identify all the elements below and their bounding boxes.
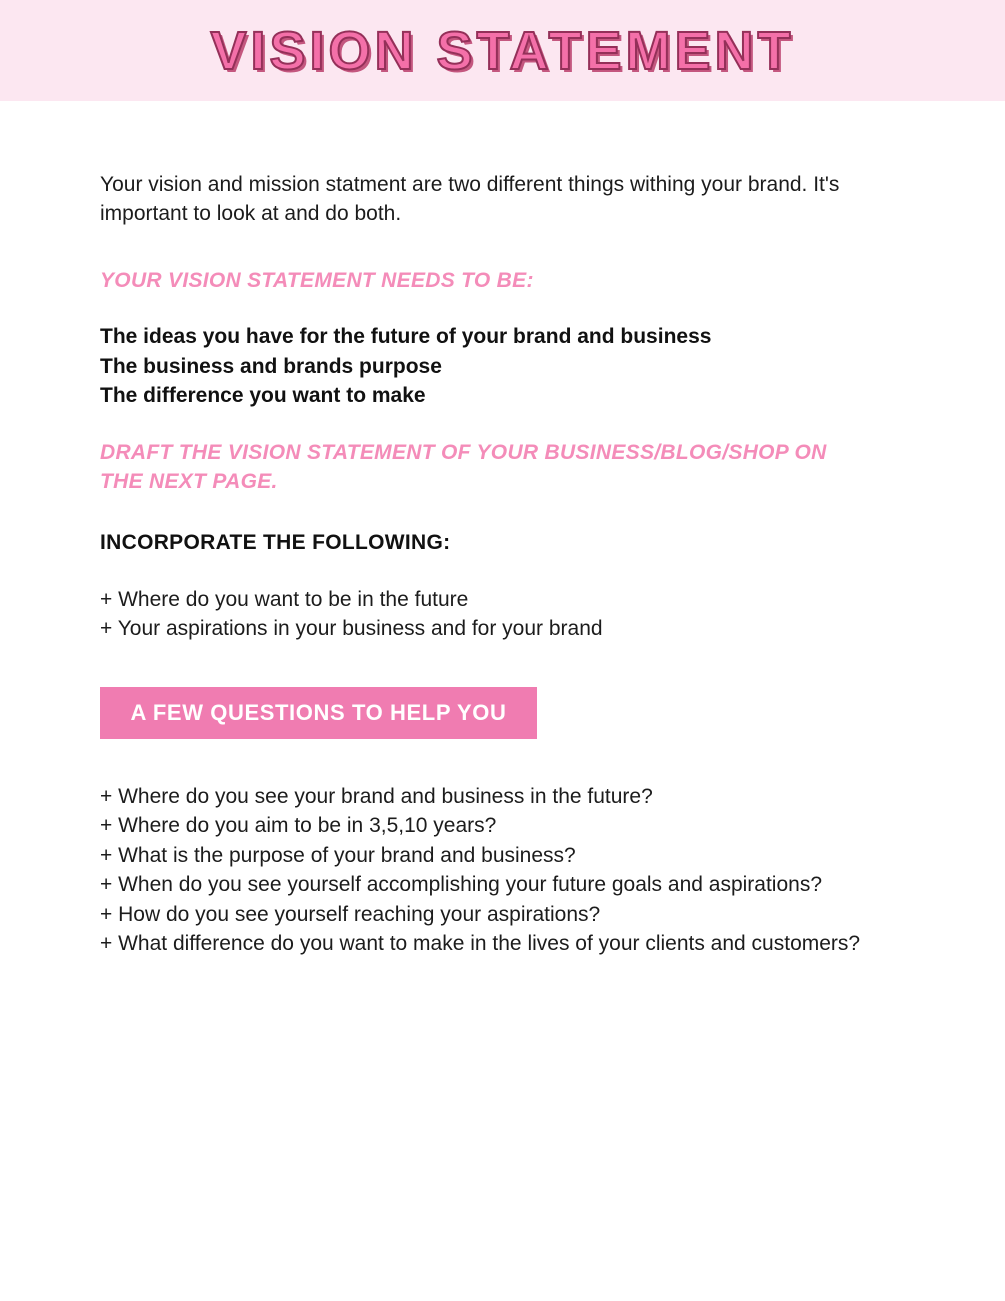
list-item: The difference you want to make — [100, 384, 426, 407]
list-item: The ideas you have for the future of your brand and business — [100, 325, 712, 348]
list-item: + Where do you want to be in the future — [100, 587, 469, 611]
incorporate-list — [100, 585, 905, 644]
vision-needs-heading: YOUR VISION STATEMENT NEEDS TO BE: — [100, 269, 534, 292]
list-item: + What difference do you want to make in the lives of your clients and customers? — [100, 932, 861, 955]
page-header-banner — [0, 0, 1005, 101]
list-item: + Where do you aim to be in 3,5,10 years? — [100, 814, 497, 837]
page-title: VISION STATEMENT — [210, 20, 795, 81]
list-item: + What is the purpose of your brand and business? — [100, 843, 576, 867]
vision-needs-list — [100, 322, 905, 411]
questions-banner — [100, 687, 537, 739]
list-item: + How do you see yourself reaching your aspirations? — [100, 902, 601, 926]
draft-note-heading: DRAFT THE VISION STATEMENT OF YOUR BUSINESS/BLOG/SHOP ON THE NEXT PAGE. — [100, 440, 827, 493]
list-item: The business and brands purpose — [100, 354, 442, 378]
list-item: + When do you see yourself accomplishing your future goals and aspirations? — [100, 873, 822, 896]
questions-list — [100, 782, 905, 959]
list-item: + Your aspirations in your business and for your brand — [100, 617, 603, 640]
page-content — [0, 101, 1005, 959]
incorporate-heading: INCORPORATE THE FOLLOWING: — [100, 530, 451, 554]
questions-banner-label: A FEW QUESTIONS TO HELP YOU — [130, 699, 507, 725]
intro-paragraph: Your vision and mission statment are two different things withing your brand. It's important to look at and do both. — [100, 173, 840, 225]
list-item: + Where do you see your brand and business in the future? — [100, 784, 653, 808]
